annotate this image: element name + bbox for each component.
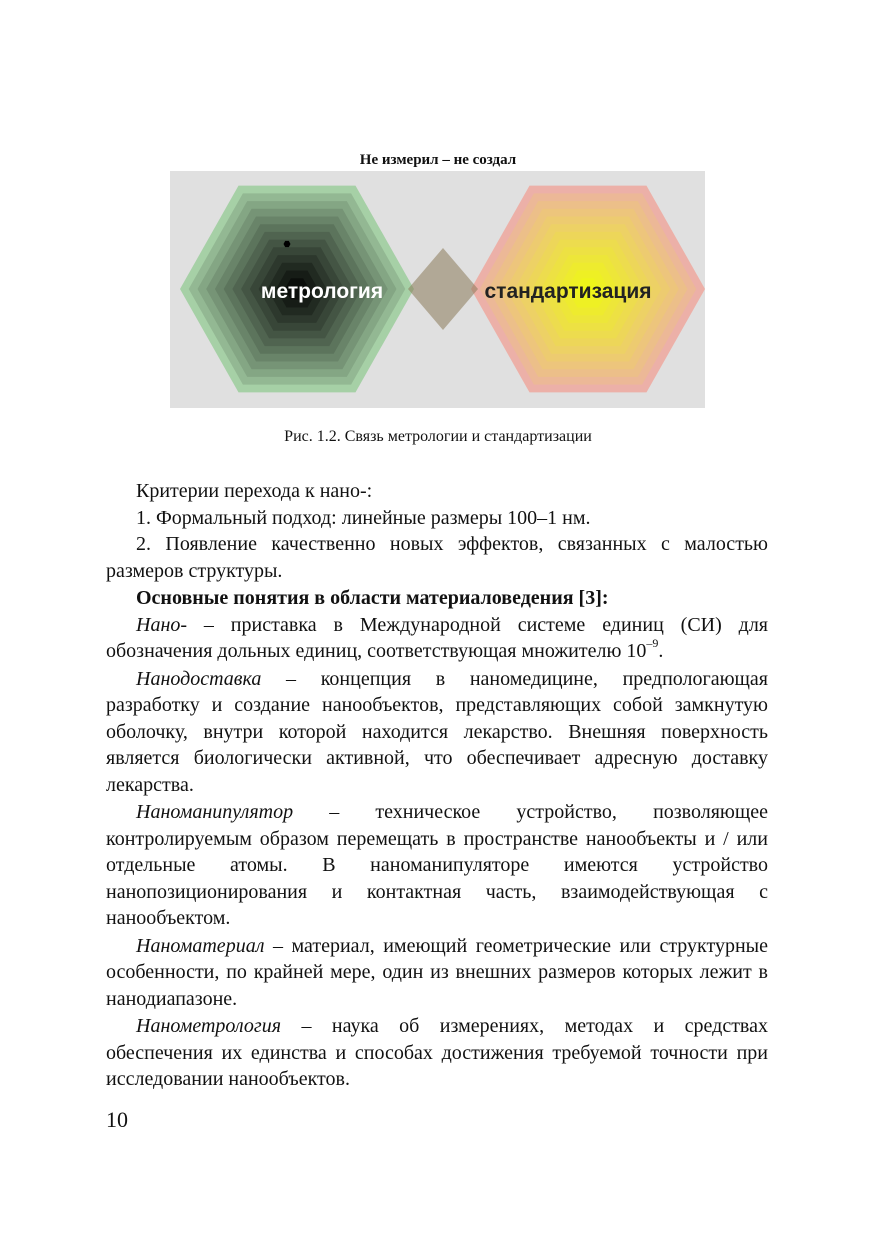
term-nanodelivery: Нанодоставка xyxy=(136,667,262,690)
criteria-heading: Критерии перехода к нано-: xyxy=(136,480,373,502)
venn-figure xyxy=(170,171,705,408)
definition-paragraph xyxy=(106,612,768,665)
hexagon-diagram xyxy=(170,171,705,408)
section-heading: Основные понятия в области материаловедения [3]: xyxy=(136,587,609,609)
metrology-label: метрология xyxy=(260,280,384,303)
figure-title: Не измерил – не создал xyxy=(359,152,517,168)
definition-text: – концепция в наномедицине, предпологающая разработку и создание нанообъектов, представляющих собой замкнутую оболочку, внутри которой находится лекарство. Внешняя поверхность является биологически активной, что обеспечивает адресную доставку лекарства. xyxy=(106,667,768,796)
definition-paragraph xyxy=(106,933,768,1013)
definition-text: – приставка в Международной системе единиц (СИ) для обозначения дольных единиц, соответствующая множителю 10 xyxy=(106,613,768,662)
definition-paragraph xyxy=(106,666,768,799)
term-nanomanipulator: Наноманипулятор xyxy=(136,801,294,823)
page-number: 10 xyxy=(106,1107,128,1132)
criteria-item-2: 2. Появление качественно новых эффектов, связанных с малостью размеров структуры. xyxy=(106,533,768,582)
term-nano: Нано- xyxy=(136,613,188,636)
exponent: –9 xyxy=(646,636,659,651)
term-nanomaterial: Наноматериал xyxy=(136,934,265,957)
term-nanometrology: Нанометрология xyxy=(136,1015,281,1037)
definition-text: – наука об измерениях, методах и средствах обеспечения их единства и способах достижения требуемой точности при исследовании нанообъектов. xyxy=(106,1015,768,1090)
figure-caption: Рис. 1.2. Связь метрологии и стандартизации xyxy=(284,428,592,445)
criteria-item-1: 1. Формальный подход: линейные размеры 100–1 нм. xyxy=(136,506,591,529)
definition-tail: . xyxy=(658,640,664,662)
definition-text: – материал, имеющий геометрические или структурные особенности, по крайней мере, один из внешних размеров которых лежит в нанодиапазоне. xyxy=(106,934,768,1010)
definition-text: – техническое устройство, позволяющее контролируемым образом перемещать в пространстве нанообъекты и / или отдельные атомы. В наноманипуляторе имеются устройство нанопозиционирования и контактная часть, взаимодействующая с нанообъектом. xyxy=(106,801,768,929)
definition-paragraph xyxy=(106,799,768,932)
body-text xyxy=(106,478,768,1093)
definition-paragraph xyxy=(106,1013,768,1093)
standardization-label: стандартизация xyxy=(484,280,652,303)
